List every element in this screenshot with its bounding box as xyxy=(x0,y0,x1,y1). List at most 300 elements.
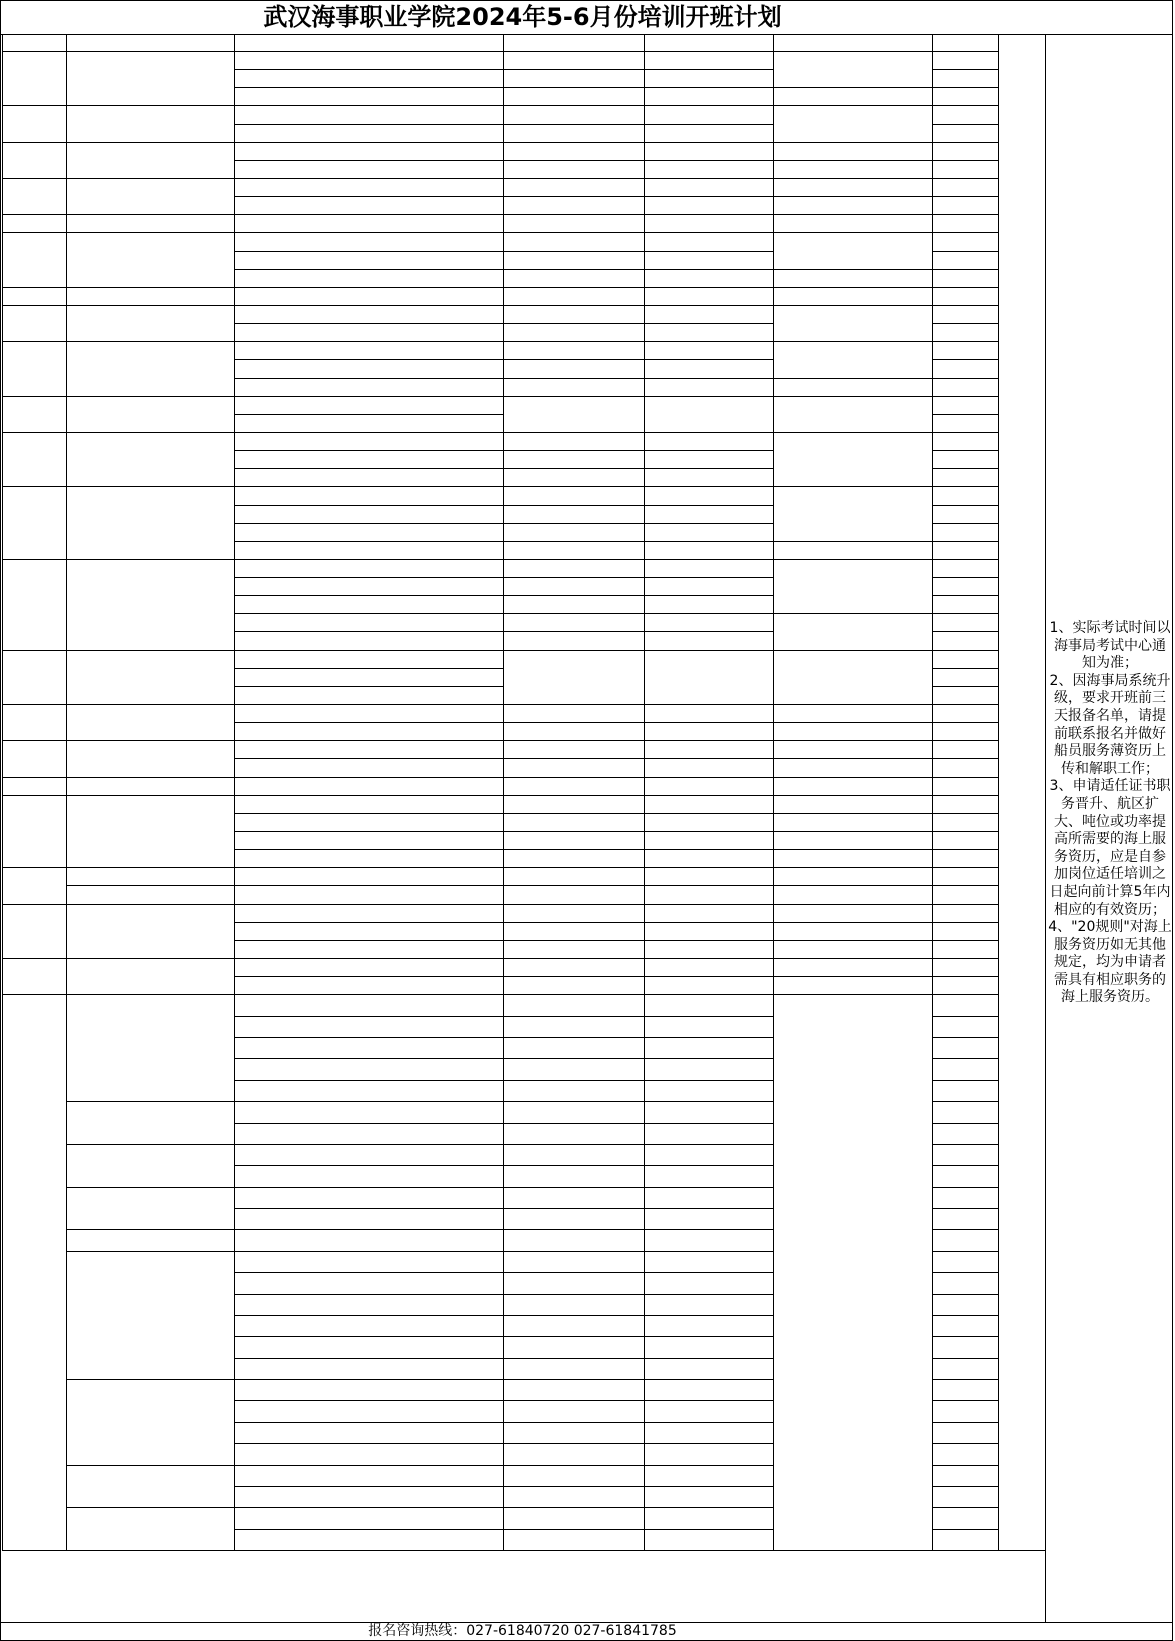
end-cell xyxy=(644,1315,773,1336)
project-cell xyxy=(234,1016,503,1037)
size-cell xyxy=(932,904,998,922)
exam-cell xyxy=(773,849,932,867)
start-cell xyxy=(503,323,644,341)
end-cell xyxy=(644,1037,773,1058)
exam-cell xyxy=(773,813,932,831)
start-cell xyxy=(503,378,644,396)
start-cell xyxy=(503,178,644,196)
size-cell xyxy=(932,849,998,867)
project-cell xyxy=(234,396,503,414)
size-cell xyxy=(932,1208,998,1229)
exam-cell xyxy=(773,269,932,287)
row-no xyxy=(2,650,66,704)
size-cell xyxy=(932,287,998,305)
size-cell xyxy=(932,305,998,323)
end-cell xyxy=(644,976,773,994)
exam-cell xyxy=(773,232,932,268)
start-cell xyxy=(503,1465,644,1486)
project-cell xyxy=(234,1080,503,1101)
size-cell xyxy=(932,1272,998,1293)
start-cell xyxy=(503,1294,644,1315)
size-cell xyxy=(932,124,998,142)
size-cell xyxy=(932,976,998,994)
row-no xyxy=(2,51,66,105)
project-cell xyxy=(234,758,503,776)
size-cell xyxy=(932,613,998,631)
start-cell xyxy=(503,1443,644,1464)
project-cell xyxy=(234,287,503,305)
size-cell xyxy=(932,1443,998,1464)
start-cell xyxy=(503,904,644,922)
project-cell xyxy=(234,740,503,758)
project-cell xyxy=(234,1358,503,1379)
start-cell xyxy=(503,1251,644,1272)
project-cell xyxy=(234,359,503,377)
project-cell xyxy=(234,577,503,595)
category-cell xyxy=(66,1379,234,1464)
start-cell xyxy=(503,432,644,450)
category-cell xyxy=(66,341,234,395)
end-cell xyxy=(644,1465,773,1486)
project-cell xyxy=(234,1465,503,1486)
size-cell xyxy=(932,1507,998,1528)
exam-cell xyxy=(773,831,932,849)
category-cell xyxy=(66,740,234,776)
end-cell xyxy=(644,486,773,504)
start-cell xyxy=(503,486,644,504)
start-cell xyxy=(503,1016,644,1037)
project-cell xyxy=(234,432,503,450)
start-cell xyxy=(503,722,644,740)
start-cell xyxy=(503,631,644,649)
project-cell xyxy=(234,214,503,232)
exam-cell xyxy=(773,178,932,196)
exam-cell xyxy=(773,867,932,885)
end-cell xyxy=(644,178,773,196)
project-cell xyxy=(234,831,503,849)
size-cell xyxy=(932,269,998,287)
end-cell xyxy=(644,722,773,740)
project-cell xyxy=(234,668,503,686)
end-cell xyxy=(644,1101,773,1122)
category-cell xyxy=(66,214,234,232)
size-cell xyxy=(932,559,998,577)
note-item: 1、实际考试时间以海事局考试中心通知为准； xyxy=(1049,620,1171,672)
end-cell xyxy=(644,87,773,105)
end-cell xyxy=(644,1379,773,1400)
exam-cell xyxy=(773,378,932,396)
size-cell xyxy=(932,1229,998,1250)
start-cell xyxy=(503,87,644,105)
end-cell xyxy=(644,1486,773,1507)
end-cell xyxy=(644,269,773,287)
exam-cell xyxy=(773,541,932,559)
size-cell xyxy=(932,777,998,795)
exam-cell xyxy=(773,958,932,976)
exam-cell xyxy=(773,214,932,232)
row-no xyxy=(2,142,66,178)
size-cell xyxy=(932,51,998,69)
start-cell xyxy=(503,1123,644,1144)
project-cell xyxy=(234,595,503,613)
end-cell xyxy=(644,831,773,849)
start-cell xyxy=(503,976,644,994)
project-cell xyxy=(234,958,503,976)
start-cell xyxy=(503,1080,644,1101)
start-cell xyxy=(503,124,644,142)
category-cell xyxy=(66,178,234,214)
size-cell xyxy=(932,922,998,940)
size-cell xyxy=(932,214,998,232)
start-cell xyxy=(503,867,644,885)
project-cell xyxy=(234,940,503,958)
start-cell xyxy=(503,1101,644,1122)
end-cell xyxy=(644,1187,773,1208)
start-cell xyxy=(503,1422,644,1443)
size-cell xyxy=(932,486,998,504)
exam-cell xyxy=(773,758,932,776)
size-cell xyxy=(932,1144,998,1165)
project-cell xyxy=(234,613,503,631)
end-cell xyxy=(644,795,773,813)
project-cell xyxy=(234,1272,503,1293)
category-cell xyxy=(66,232,234,286)
project-cell xyxy=(234,1443,503,1464)
project-cell xyxy=(234,813,503,831)
start-cell xyxy=(503,341,644,359)
end-cell xyxy=(644,595,773,613)
end-cell xyxy=(644,1123,773,1144)
end-cell xyxy=(644,305,773,323)
exam-cell xyxy=(773,287,932,305)
size-cell xyxy=(932,105,998,123)
project-cell xyxy=(234,468,503,486)
size-cell xyxy=(932,577,998,595)
row-no xyxy=(2,486,66,559)
exam-cell xyxy=(773,559,932,613)
end-cell xyxy=(644,396,773,432)
size-cell xyxy=(932,668,998,686)
row-no xyxy=(2,287,66,305)
end-cell xyxy=(644,450,773,468)
size-cell xyxy=(932,1058,998,1079)
project-cell xyxy=(234,885,503,903)
exam-cell xyxy=(773,87,932,105)
start-cell xyxy=(503,1400,644,1421)
end-cell xyxy=(644,958,773,976)
size-cell xyxy=(932,686,998,704)
project-cell xyxy=(234,1529,503,1550)
end-cell xyxy=(644,124,773,142)
row-no xyxy=(2,396,66,432)
project-cell xyxy=(234,722,503,740)
exam-cell xyxy=(773,976,932,994)
size-cell xyxy=(932,468,998,486)
project-cell xyxy=(234,124,503,142)
end-cell xyxy=(644,323,773,341)
size-cell xyxy=(932,251,998,269)
header-end xyxy=(644,34,773,51)
size-cell xyxy=(932,196,998,214)
end-cell xyxy=(644,1272,773,1293)
project-cell xyxy=(234,251,503,269)
project-cell xyxy=(234,1144,503,1165)
end-cell xyxy=(644,885,773,903)
row-no xyxy=(2,178,66,214)
size-cell xyxy=(932,1358,998,1379)
end-cell xyxy=(644,51,773,69)
project-cell xyxy=(234,69,503,87)
end-cell xyxy=(644,867,773,885)
end-cell xyxy=(644,813,773,831)
end-cell xyxy=(644,1294,773,1315)
category-cell xyxy=(66,396,234,432)
start-cell xyxy=(503,142,644,160)
start-cell xyxy=(503,1315,644,1336)
category-cell xyxy=(66,885,234,903)
start-cell xyxy=(503,505,644,523)
exam-cell xyxy=(773,196,932,214)
size-cell xyxy=(932,541,998,559)
exam-cell xyxy=(773,432,932,486)
project-cell xyxy=(234,976,503,994)
start-cell xyxy=(503,105,644,123)
start-cell xyxy=(503,795,644,813)
start-cell xyxy=(503,51,644,69)
start-cell xyxy=(503,523,644,541)
project-cell xyxy=(234,51,503,69)
project-cell xyxy=(234,196,503,214)
end-cell xyxy=(644,341,773,359)
exam-cell xyxy=(773,160,932,178)
end-cell xyxy=(644,1165,773,1186)
size-cell xyxy=(932,1251,998,1272)
size-cell xyxy=(932,432,998,450)
start-cell xyxy=(503,940,644,958)
size-cell xyxy=(932,740,998,758)
start-cell xyxy=(503,541,644,559)
exam-cell xyxy=(773,885,932,903)
end-cell xyxy=(644,922,773,940)
start-cell xyxy=(503,922,644,940)
project-cell xyxy=(234,541,503,559)
start-cell xyxy=(503,595,644,613)
project-cell xyxy=(234,232,503,250)
project-cell xyxy=(234,686,503,704)
category-cell xyxy=(66,305,234,341)
start-cell xyxy=(503,559,644,577)
exam-cell xyxy=(773,704,932,722)
size-cell xyxy=(932,396,998,414)
start-cell xyxy=(503,813,644,831)
project-cell xyxy=(234,994,503,1015)
category-cell xyxy=(66,795,234,868)
end-cell xyxy=(644,1422,773,1443)
size-cell xyxy=(932,1080,998,1101)
start-cell xyxy=(503,849,644,867)
project-cell xyxy=(234,867,503,885)
start-cell xyxy=(503,1507,644,1528)
end-cell xyxy=(644,287,773,305)
size-cell xyxy=(932,378,998,396)
project-cell xyxy=(234,160,503,178)
size-cell xyxy=(932,1123,998,1144)
row-no xyxy=(2,958,66,994)
start-cell xyxy=(503,359,644,377)
exam-cell xyxy=(773,105,932,141)
start-cell xyxy=(503,1058,644,1079)
exam-cell xyxy=(773,613,932,649)
start-cell xyxy=(503,251,644,269)
end-cell xyxy=(644,251,773,269)
start-cell xyxy=(503,1144,644,1165)
end-cell xyxy=(644,1507,773,1528)
start-cell xyxy=(503,758,644,776)
hotline-footer: 报名咨询热线：027-61840720 027-61841785 xyxy=(368,1623,677,1639)
header-start xyxy=(503,34,644,51)
size-cell xyxy=(932,1529,998,1550)
start-cell xyxy=(503,958,644,976)
size-cell xyxy=(932,1486,998,1507)
project-cell xyxy=(234,142,503,160)
header-category xyxy=(66,34,234,51)
start-cell xyxy=(503,1379,644,1400)
note-item: 4、"20规则"对海上服务资历如无其他规定，均为申请者需具有相应职务的海上服务资历。 xyxy=(1048,919,1172,1006)
start-cell xyxy=(503,1229,644,1250)
start-cell xyxy=(503,1165,644,1186)
project-cell xyxy=(234,704,503,722)
size-cell xyxy=(932,1187,998,1208)
header-no xyxy=(2,34,66,51)
end-cell xyxy=(644,994,773,1015)
project-cell xyxy=(234,777,503,795)
project-cell xyxy=(234,105,503,123)
end-cell xyxy=(644,1400,773,1421)
size-cell xyxy=(932,1016,998,1037)
exam-cell xyxy=(773,305,932,341)
project-cell xyxy=(234,1208,503,1229)
category-cell xyxy=(66,1144,234,1187)
row-no xyxy=(2,704,66,740)
project-cell xyxy=(234,1507,503,1528)
row-no xyxy=(2,867,66,903)
project-cell xyxy=(234,414,503,432)
project-cell xyxy=(234,1422,503,1443)
size-cell xyxy=(932,650,998,668)
start-cell xyxy=(503,577,644,595)
row-no xyxy=(2,777,66,795)
size-cell xyxy=(932,1379,998,1400)
size-cell xyxy=(932,867,998,885)
size-cell xyxy=(932,994,998,1015)
start-cell xyxy=(503,1358,644,1379)
size-cell xyxy=(932,323,998,341)
end-cell xyxy=(644,1529,773,1550)
end-cell xyxy=(644,541,773,559)
row-no xyxy=(2,904,66,958)
exam-cell xyxy=(773,994,932,1550)
project-cell xyxy=(234,559,503,577)
start-merged-cell xyxy=(503,650,773,704)
exam-cell xyxy=(773,922,932,940)
size-cell xyxy=(932,704,998,722)
size-cell xyxy=(932,885,998,903)
category-cell xyxy=(66,51,234,105)
size-cell xyxy=(932,1165,998,1186)
start-cell xyxy=(503,613,644,631)
project-cell xyxy=(234,1315,503,1336)
category-cell xyxy=(66,432,234,486)
project-cell xyxy=(234,505,503,523)
end-cell xyxy=(644,232,773,250)
end-cell xyxy=(644,196,773,214)
end-cell xyxy=(644,505,773,523)
project-cell xyxy=(234,1229,503,1250)
start-cell xyxy=(503,396,644,432)
end-cell xyxy=(644,758,773,776)
size-cell xyxy=(932,1336,998,1357)
project-cell xyxy=(234,1101,503,1122)
start-cell xyxy=(503,69,644,87)
project-cell xyxy=(234,1037,503,1058)
project-cell xyxy=(234,1336,503,1357)
size-cell xyxy=(932,505,998,523)
size-cell xyxy=(932,813,998,831)
end-cell xyxy=(644,577,773,595)
project-cell xyxy=(234,305,503,323)
exam-cell xyxy=(773,396,932,432)
end-cell xyxy=(644,1251,773,1272)
end-cell xyxy=(644,740,773,758)
end-cell xyxy=(644,69,773,87)
start-cell xyxy=(503,1037,644,1058)
category-cell xyxy=(66,1251,234,1379)
end-cell xyxy=(644,1016,773,1037)
exam-cell xyxy=(773,51,932,87)
end-cell xyxy=(644,359,773,377)
size-cell xyxy=(932,523,998,541)
size-cell xyxy=(932,795,998,813)
row-no xyxy=(2,305,66,341)
size-cell xyxy=(932,414,998,432)
row-no xyxy=(2,232,66,286)
end-cell xyxy=(644,160,773,178)
project-cell xyxy=(234,904,503,922)
category-cell xyxy=(66,142,234,178)
row-no xyxy=(2,432,66,486)
start-cell xyxy=(503,994,644,1015)
project-cell xyxy=(234,269,503,287)
end-cell xyxy=(644,1336,773,1357)
project-cell xyxy=(234,922,503,940)
exam-cell xyxy=(773,777,932,795)
end-cell xyxy=(644,214,773,232)
category-cell xyxy=(66,105,234,141)
project-cell xyxy=(234,378,503,396)
exam-merged-cell xyxy=(773,650,932,704)
project-cell xyxy=(234,450,503,468)
exam-cell xyxy=(773,341,932,377)
project-cell xyxy=(234,1187,503,1208)
project-cell xyxy=(234,87,503,105)
start-cell xyxy=(503,196,644,214)
start-cell xyxy=(503,1272,644,1293)
start-cell xyxy=(503,1187,644,1208)
size-cell xyxy=(932,722,998,740)
end-cell xyxy=(644,1443,773,1464)
category-cell xyxy=(66,867,234,885)
category-cell xyxy=(66,559,234,650)
